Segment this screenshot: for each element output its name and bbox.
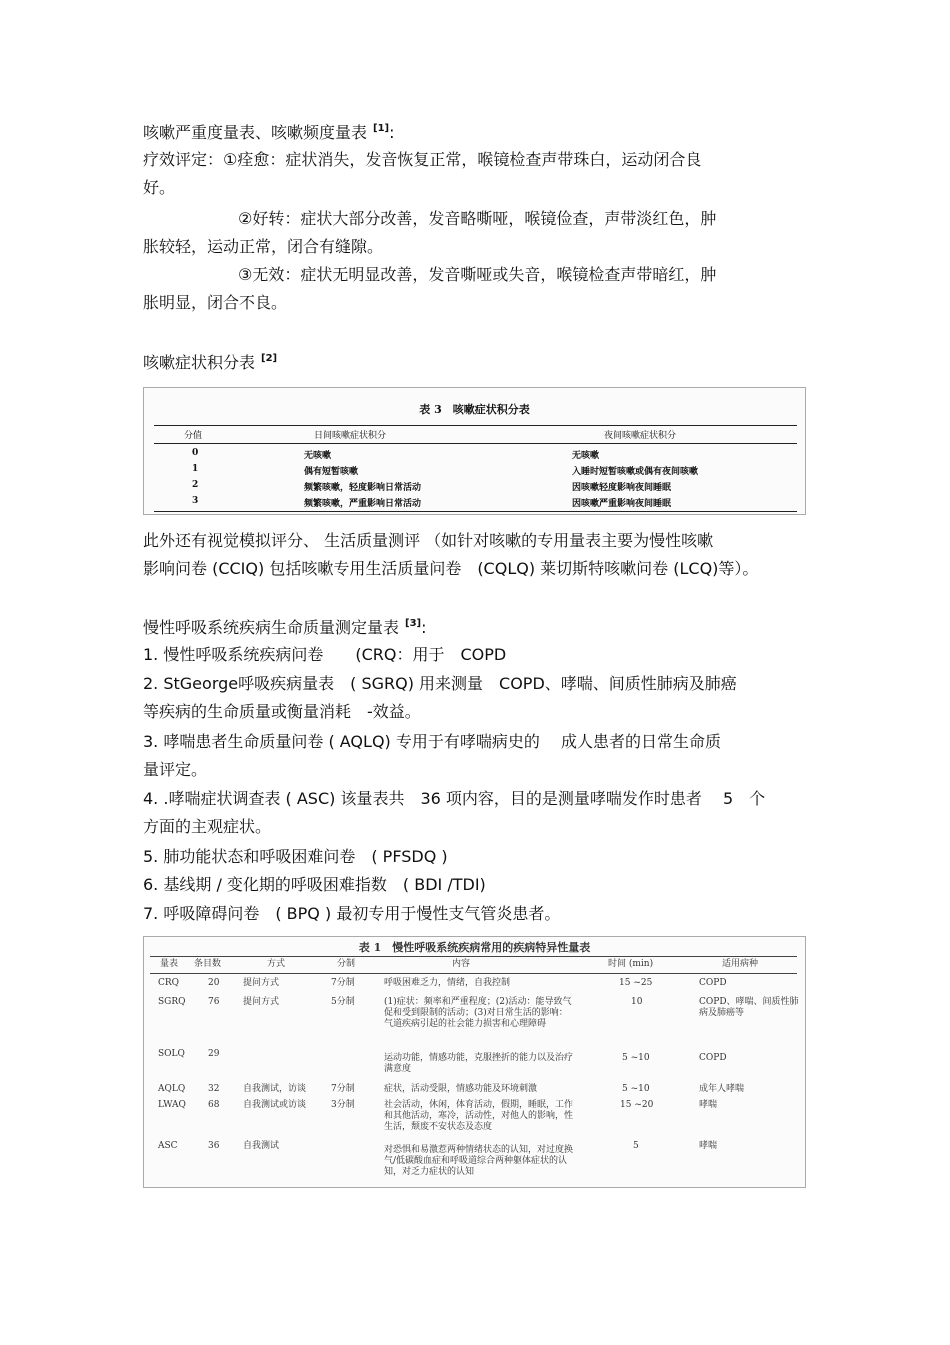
table-title: 表 1 慢性呼吸系统疾病常用的疾病特异性量表 — [358, 941, 591, 954]
table-title: 表 3 咳嗽症状积分表 — [419, 403, 530, 416]
table-header: 日间咳嗽症状积分 — [314, 431, 387, 441]
table-cell: 呼吸困难乏力，情绪，自我控制 — [384, 978, 511, 988]
table-cell: COPD — [699, 1053, 727, 1063]
list-item-4-line-2: 方面的主观症状。 — [143, 817, 272, 836]
table-cell: 15 ~20 — [620, 1100, 654, 1110]
improved-line-2: 胀较轻，运动正常，闭合有缝隙。 — [143, 237, 384, 256]
list-item-5: 5. 肺功能状态和呼吸困难问卷 ( PFSDQ ) — [143, 847, 448, 866]
ineffective-line-2: 胀明显，闭合不良。 — [143, 293, 288, 312]
table-cell: ASC — [158, 1141, 178, 1151]
heading-text: 慢性呼吸系统疾病生命质量测定量表 — [143, 618, 400, 637]
reference-3: [3] — [405, 618, 422, 629]
table-cell: 无咳嗽 — [572, 451, 600, 461]
table-cell: 7分制 — [331, 978, 355, 988]
table-header: 量表 — [160, 959, 179, 969]
heading-text: 咳嗽症状积分表 — [143, 353, 256, 372]
table-cell: 成年人哮喘 — [699, 1084, 745, 1094]
table-cell: CRQ — [158, 978, 180, 988]
list-item-3-line-2: 量评定。 — [143, 760, 208, 779]
table-cell: 入睡时短暂咳嗽或偶有夜间咳嗽 — [572, 467, 699, 477]
table-cell: COPD — [699, 978, 727, 988]
table-cell: 36 — [208, 1141, 220, 1151]
table-rule — [154, 425, 797, 426]
table-header: 分制 — [337, 959, 356, 969]
heading-symptom-score — [143, 348, 277, 374]
table-cell: 哮喘 — [699, 1100, 718, 1110]
table-cell: SOLQ — [158, 1049, 185, 1059]
table-cell: 5 — [633, 1141, 639, 1151]
heading-respiratory-qol — [143, 613, 427, 639]
table-cell: 3 — [192, 496, 199, 506]
table-cell: 提问方式 — [243, 997, 280, 1007]
table-cell: 15 ~25 — [619, 978, 653, 988]
table-cell: SGRQ — [158, 997, 186, 1007]
table-cell: 自我测试 — [243, 1141, 280, 1151]
table-header: 时间 (min) — [608, 959, 654, 969]
table-cell: 频繁咳嗽，轻度影响日常活动 — [304, 483, 422, 493]
heading-cough-scales — [143, 118, 395, 144]
table-cell: 自我测试或访谈 — [243, 1100, 307, 1110]
other-measures-line-2: 影响问卷 (CCIQ) 包括咳嗽专用生活质量问卷 (CQLQ) 莱切斯特咳嗽问卷 (LCQ)等）。 — [143, 559, 759, 578]
table-cell: 5分制 — [331, 997, 355, 1007]
other-measures-line-1: 此外还有视觉模拟评分、 生活质量测评 （如针对咳嗽的专用量表主要为慢性咳嗽 — [143, 531, 714, 550]
table-cell: 对恐惧和易激惹两种情绪状态的认知，对过度换气/低碳酸血症和呼吸道综合两种躯体症状的认知，对乏力症状的认知 — [384, 1145, 574, 1177]
table-rule — [154, 511, 797, 512]
table-cell: 76 — [208, 997, 220, 1007]
table-rule — [150, 956, 797, 957]
improved-line-1: ②好转：症状大部分改善，发音略嘶哑，喉镜俭查，声带淡红色，肿 — [238, 209, 717, 228]
table-cell: 5 ~10 — [622, 1084, 650, 1094]
efficacy-line-2: 好。 — [143, 178, 176, 197]
table-cell: 症状，活动受限，情感功能及环境刺激 — [384, 1084, 538, 1094]
list-item-7: 7. 呼吸障碍问卷 ( BPQ ) 最初专用于慢性支气管炎患者。 — [143, 904, 561, 923]
list-item-2-line-2: 等疾病的生命质量或衡量消耗 -效益。 — [143, 702, 421, 721]
table-header: 内容 — [452, 959, 471, 969]
cough-score-table — [143, 387, 806, 515]
table-cell: COPD、哮喘、间质性肺病及肺癌等 — [699, 997, 799, 1018]
list-item-4-line-1: 4. .哮喘症状调查表 ( ASC) 该量表共 36 项内容，目的是测量哮喘发作时患者 5 个 — [143, 789, 766, 808]
table-header: 方式 — [267, 959, 286, 969]
table-cell: 10 — [631, 997, 643, 1007]
disease-specific-scales-table — [143, 936, 806, 1188]
heading-colon: : — [421, 618, 427, 637]
table-cell: 提问方式 — [243, 978, 280, 988]
list-item-6: 6. 基线期 / 变化期的呼吸困难指数 ( BDI /TDI) — [143, 875, 486, 894]
table-cell: 频繁咳嗽，严重影响日常活动 — [304, 499, 422, 509]
table-cell: 5 ~10 — [622, 1053, 650, 1063]
table-cell: 29 — [208, 1049, 220, 1059]
table-cell: 社会活动，休闲，体育活动，假期，睡眠，工作和其他活动，寒冷，活动性，对他人的影响，性生活，颓废不安状态及态度 — [384, 1100, 574, 1132]
efficacy-line-1: 疗效评定：①痊愈：症状消失，发音恢复正常，喉镜检查声带珠白，运动闭合良 — [143, 150, 702, 169]
table-cell: (1)症状：频率和严重程度；(2)活动：能导致气促和受到限制的活动；(3)对日常生活的影响：气道疾病引起的社会能力损害和心理障碍 — [384, 997, 572, 1029]
table-header: 适用病种 — [722, 959, 759, 969]
table-header: 夜间咳嗽症状积分 — [604, 431, 677, 441]
table-cell: 0 — [192, 448, 199, 458]
table-cell: 32 — [208, 1084, 220, 1094]
reference-2: [2] — [261, 353, 278, 364]
table-cell: 因咳嗽轻度影响夜间睡眠 — [572, 483, 672, 493]
list-item-3-line-1: 3. 哮喘患者生命质量问卷 ( AQLQ) 专用于有哮喘病史的 成人患者的日常生命质 — [143, 732, 721, 751]
table-cell: 运动功能，情感功能，克服挫折的能力以及治疗满意度 — [384, 1053, 574, 1074]
table-rule — [150, 973, 797, 974]
table-cell: 无咳嗽 — [304, 451, 332, 461]
table-cell: 68 — [208, 1100, 220, 1110]
list-item-2-line-1: 2. StGeorge呼吸疾病量表 ( SGRQ) 用来测量 COPD、哮喘、间质性肺病及肺癌 — [143, 674, 737, 693]
table-cell: 20 — [208, 978, 220, 988]
table-cell: 1 — [192, 464, 199, 474]
table-cell: 7分制 — [331, 1084, 355, 1094]
table-cell: LWAQ — [158, 1100, 186, 1110]
reference-1: [1] — [373, 123, 390, 134]
heading-text: 咳嗽严重度量表、咳嗽频度量表 — [143, 123, 368, 142]
heading-colon: : — [389, 123, 395, 142]
table-header: 分值 — [184, 431, 203, 441]
ineffective-line-1: ③无效：症状无明显改善，发音嘶哑或失音，喉镜检查声带暗红，肿 — [238, 265, 717, 284]
table-header: 条目数 — [194, 959, 222, 969]
table-cell: 哮喘 — [699, 1141, 718, 1151]
table-cell: AQLQ — [158, 1084, 186, 1094]
table-cell: 2 — [192, 480, 199, 490]
table-cell: 因咳嗽严重影响夜间睡眠 — [572, 499, 672, 509]
table-cell: 自我测试，访谈 — [243, 1084, 307, 1094]
table-cell: 偶有短暂咳嗽 — [304, 467, 359, 477]
table-rule — [154, 443, 797, 444]
list-item-1: 1. 慢性呼吸系统疾病问卷 (CRQ：用于 COPD — [143, 645, 507, 664]
table-cell: 3分制 — [331, 1100, 355, 1110]
